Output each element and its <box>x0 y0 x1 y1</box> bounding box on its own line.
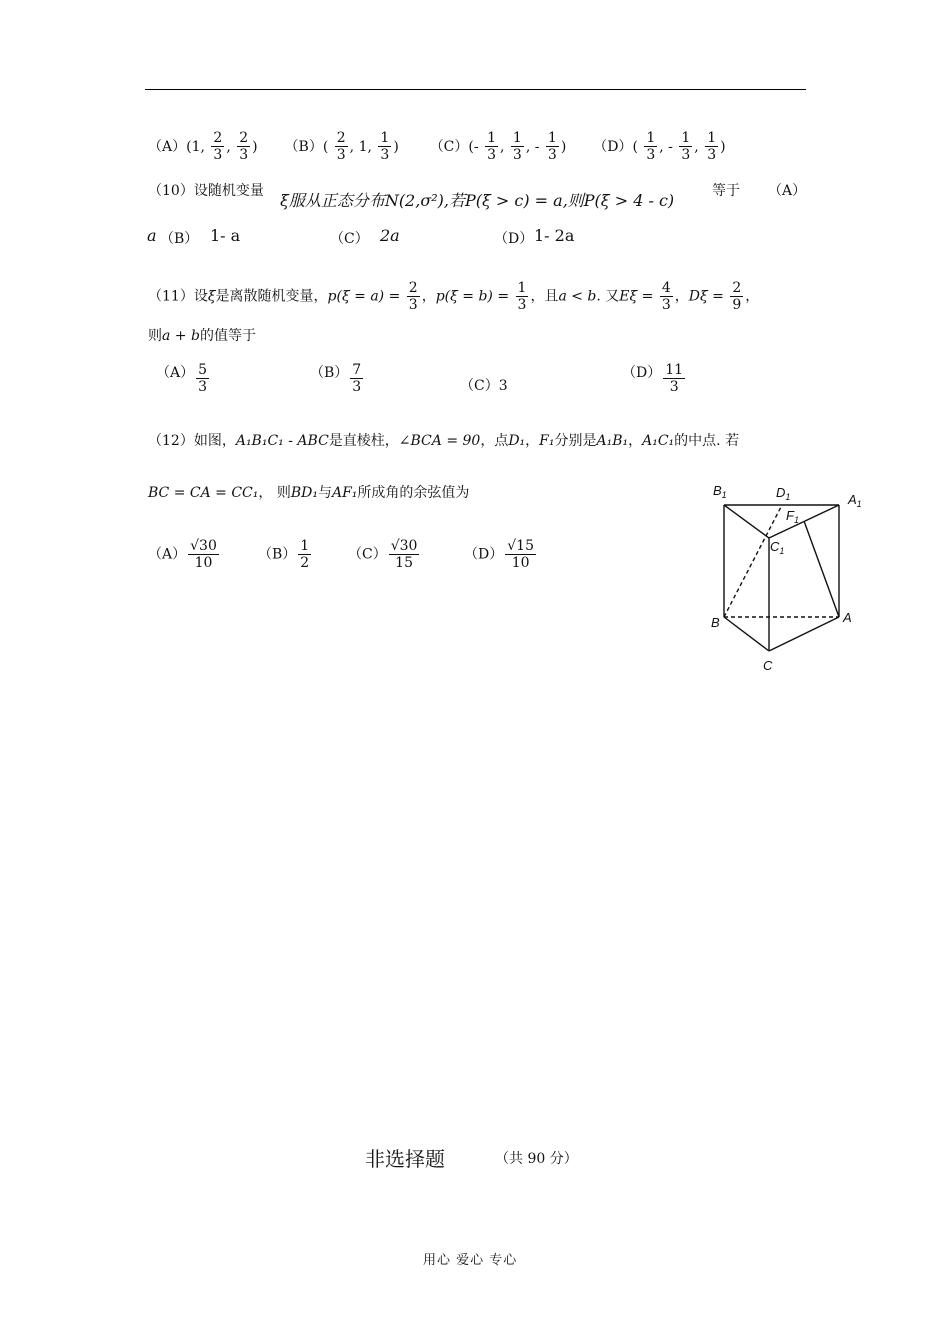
q11-option-d: （D） $\frac{11}{3}$ <box>622 362 684 396</box>
segment-bd1 <box>724 505 785 617</box>
q10-option-b-value: 1- a <box>210 226 241 245</box>
q12-line2: BC = CA = CC₁， 则BD₁与AF₁所成角的余弦值为 <box>148 485 470 501</box>
label-c: C <box>763 658 773 673</box>
header-rule <box>145 89 806 90</box>
q10-option-c-label: （C） <box>330 231 369 247</box>
q10-lead: （10）设随机变量 <box>148 183 264 199</box>
prism-figure <box>700 478 880 678</box>
q9-option-a: （A）(1, $\frac{2}{3}$ , $\frac{2}{3}$ ) <box>148 130 258 164</box>
label-a: A <box>843 610 852 625</box>
page-footer: 用心 爱心 专心 <box>423 1253 518 1268</box>
label-a1: $A_1$ <box>848 492 862 509</box>
q10-option-d-label: （D） <box>494 231 534 247</box>
q12-line1: （12）如图，A₁B₁C₁ - ABC是直棱柱，∠BCA = 90，点D₁，F₁分别是A₁B₁，A₁C₁的中点. 若 <box>148 433 740 449</box>
label-b1: $B_1$ <box>713 483 727 500</box>
q12-option-c: （C） $\frac{√30}{15}$ <box>348 538 418 572</box>
section-title: 非选择题 <box>365 1147 445 1171</box>
q9-options <box>148 130 726 163</box>
q11-line2: 则a + b的值等于 <box>148 328 256 344</box>
edge-b1c1 <box>724 505 769 538</box>
q11-option-b: （B） $\frac{7}{3}$ <box>310 362 362 396</box>
edge-bc <box>724 617 769 651</box>
q10-tail: 等于 <box>712 183 740 199</box>
q10-option-c-value: 2a <box>380 226 400 245</box>
q10-option-b-label: （B） <box>160 231 199 247</box>
q11-option-a: （A） $\frac{5}{3}$ <box>156 362 208 396</box>
q10-body: ξ服从正态分布N(2,σ²),若P(ξ > c) = a,则P(ξ > 4 - c) <box>280 191 675 210</box>
label-f1: $F_1$ <box>786 508 799 525</box>
q12-option-a: （A） $\frac{√30}{10}$ <box>148 538 217 572</box>
q9-option-d: （D）( $\frac{1}{3}$ , - $\frac{1}{3}$ , $\frac{1}{3}$ ) <box>593 130 726 164</box>
edge-ac <box>769 617 839 651</box>
q9-option-b: （B）( $\frac{2}{3}$ , 1, $\frac{1}{3}$ ) <box>284 130 399 164</box>
label-d1: $D_1$ <box>776 485 791 502</box>
q10-option-d-value: 1- 2a <box>534 226 575 245</box>
label-b: B <box>711 615 720 630</box>
q12-option-d: （D） $\frac{√15}{10}$ <box>464 538 534 572</box>
q12-option-b: （B） $\frac{1}{2}$ <box>258 538 310 572</box>
q11-line1: （11）设ξ是离散随机变量，p(ξ = a) = $\frac{2}{3}$ ，p(ξ = b) = $\frac{1}{3}$ ，且a < b. 又Eξ = $\frac{4}{3}$ ，Dξ = $\frac{2}{9}$ ， <box>148 280 760 314</box>
label-c1: $C_1$ <box>770 539 785 556</box>
q11-option-c: （C）3 <box>460 378 508 394</box>
section-score: （共 90 分） <box>495 1151 578 1167</box>
segment-af1 <box>804 521 839 617</box>
q10-option-a-value: a <box>147 226 157 245</box>
q9-option-c: （C）(- $\frac{1}{3}$ , $\frac{1}{3}$ , - $\frac{1}{3}$ ) <box>429 130 567 164</box>
q10-option-a-label: （A） <box>768 183 807 199</box>
